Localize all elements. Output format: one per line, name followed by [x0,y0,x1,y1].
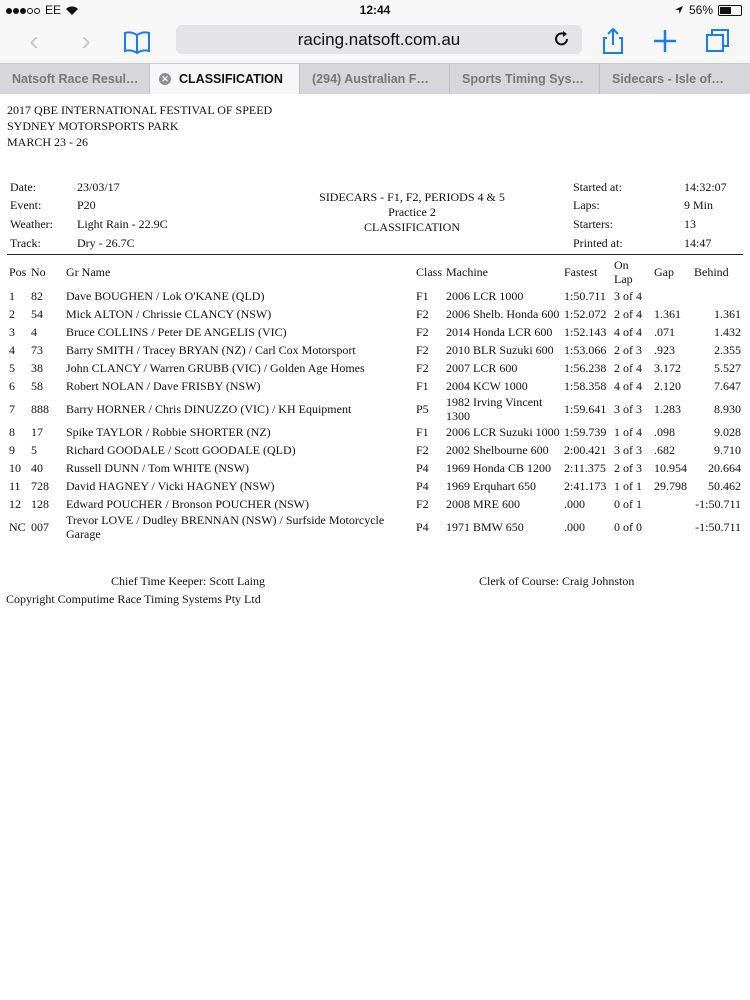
row-name: Richard GOODALE / Scott GOODALE (QLD) [66,443,296,457]
row-on-lap: 0 of 0 [614,520,642,534]
date-value: 23/03/17 [77,180,120,194]
row-on-lap: 1 of 1 [614,479,642,493]
row-fastest: 1:58.358 [564,379,607,393]
row-name: Trevor LOVE / Dudley BRENNAN (NSW) / Surfside Motorcycle Garage [66,513,385,541]
row-name: Barry HORNER / Chris DINUZZO (VIC) / KH Equipment [66,402,352,416]
row-no: 40 [31,461,43,475]
row-machine: 1971 BMW 650 [446,520,524,534]
event-dates: MARCH 23 - 26 [7,135,89,149]
table-row [7,305,743,323]
row-no: 73 [31,343,43,357]
row-no: 17 [31,425,43,439]
row-gap: 29.798 [654,479,687,493]
starters-label: Starters: [573,217,613,231]
row-no: 82 [31,289,43,303]
row-name: John CLANCY / Warren GRUBB (VIC) / Golden Age Homes [66,361,365,375]
row-pos: 11 [9,479,21,493]
row-fastest: 1:52.072 [564,307,607,321]
session-title [277,190,547,235]
row-pos: 2 [9,307,15,321]
row-class: F2 [416,343,429,357]
row-on-lap: 1 of 4 [614,425,642,439]
row-class: F1 [416,289,429,303]
table-row [7,459,743,477]
battery-icon [718,5,742,16]
row-on-lap: 0 of 1 [614,497,642,511]
printed-label: Printed at: [573,236,623,250]
row-pos: 5 [9,361,15,375]
row-gap: .923 [654,343,675,357]
row-pos: 6 [9,379,15,393]
url-text: racing.natsoft.com.au [297,30,461,49]
row-gap: .071 [654,325,675,339]
row-fastest: .000 [564,520,585,534]
row-on-lap: 2 of 3 [614,343,642,357]
clerk-of-course: Clerk of Course: Craig Johnston [479,574,635,588]
close-tab-icon[interactable]: ✕ [159,73,171,85]
row-on-lap: 4 of 4 [614,325,642,339]
col-machine: Machine [446,265,488,279]
back-button[interactable]: ‹ [29,25,39,56]
col-class: Class [416,265,443,279]
row-behind: 5.527 [714,361,741,375]
row-on-lap: 3 of 3 [614,443,642,457]
row-behind: 7.647 [714,379,741,393]
row-machine: 2006 LCR Suzuki 1000 [446,425,560,439]
date-label: Date: [10,180,36,194]
results-table [7,257,743,541]
tab-classification[interactable]: ✕ CLASSIFICATION [150,64,300,94]
session-name: Practice 2 [388,205,436,219]
row-no: 58 [31,379,43,393]
row-gap: .682 [654,443,675,457]
battery-percent: 56% [688,3,713,17]
track-value: Dry - 26.7C [77,236,135,250]
table-row [7,341,743,359]
row-pos: 10 [9,461,21,475]
row-gap: 2.120 [654,379,681,393]
status-time: 12:44 [359,3,391,17]
row-machine: 2006 Shelb. Honda 600 [446,307,560,321]
row-gap: .098 [654,425,675,439]
row-no: 888 [31,402,49,416]
row-machine: 1969 Erquhart 650 [446,479,536,493]
row-gap [652,495,692,513]
table-row [7,323,743,341]
row-pos: 8 [9,425,15,439]
event-value: P20 [77,198,96,212]
row-class: F1 [416,379,429,393]
col-on-lap: On Lap [614,258,633,286]
row-fastest: 1:53.066 [564,343,607,357]
weather-label: Weather: [10,217,54,231]
table-row [7,377,743,395]
divider [7,254,743,255]
row-behind: 2.355 [714,343,741,357]
row-gap: 3.172 [654,361,681,375]
row-pos: NC [9,520,26,534]
row-on-lap: 3 of 3 [614,402,642,416]
carrier-label: EE [45,3,62,17]
row-class: P4 [416,520,429,534]
row-behind: -1:50.711 [695,520,741,534]
row-on-lap: 3 of 4 [614,289,642,303]
row-fastest: 2:00.421 [564,443,607,457]
row-name: Edward POUCHER / Bronson POUCHER (NSW) [66,497,309,511]
started-value: 14:32:07 [684,180,727,194]
starters-value: 13 [684,217,696,231]
row-on-lap: 2 of 4 [614,307,642,321]
track-label: Track: [10,236,41,250]
row-machine: 2006 LCR 1000 [446,289,524,303]
row-gap: 1.283 [654,402,681,416]
row-class: P4 [416,461,429,475]
tabs-overview-icon[interactable] [703,26,733,56]
row-machine: 1982 Irving Vincent 1300 [446,395,543,423]
table-row [7,495,743,513]
row-pos: 4 [9,343,15,357]
row-fastest: 2:11.375 [564,461,606,475]
reload-icon[interactable] [552,29,572,49]
table-row [7,441,743,459]
copyright: Copyright Computime Race Timing Systems Pty Ltd [6,592,261,606]
table-row [7,395,743,423]
row-behind: 1.432 [714,325,741,339]
report-type: CLASSIFICATION [363,220,460,234]
new-tab-icon[interactable] [650,26,680,56]
row-class: F2 [416,325,429,339]
row-no: 5 [31,443,37,457]
location-arrow-icon [674,5,684,15]
row-no: 4 [31,325,37,339]
row-behind: 9.028 [714,425,741,439]
table-row [7,287,743,305]
row-name: Spike TAYLOR / Robbie SHORTER (NZ) [66,425,271,439]
row-no: 54 [31,307,43,321]
chief-time-keeper: Chief Time Keeper: Scott Laing [111,574,265,588]
row-name: Barry SMITH / Tracey BRYAN (NZ) / Carl Cox Motorsport [66,343,356,357]
status-bar [0,0,750,20]
row-name: Russell DUNN / Tom WHITE (NSW) [66,461,250,475]
row-fastest: 1:59.641 [564,402,607,416]
row-class: F1 [416,425,429,439]
tab-sports-timing[interactable]: Sports Timing Sys… [450,64,600,94]
row-class: F2 [416,361,429,375]
row-no: 38 [31,361,43,375]
row-name: Dave BOUGHEN / Lok O'KANE (QLD) [66,289,265,303]
col-name: Gr Name [66,265,111,279]
row-behind: 20.664 [708,461,741,475]
row-behind [692,287,743,305]
row-fastest: 1:52.143 [564,325,607,339]
row-no: 128 [31,497,49,511]
tab-natsoft-results[interactable]: Natsoft Race Resul… [0,64,150,94]
session-info [7,180,743,252]
row-class: P4 [416,479,429,493]
row-pos: 7 [9,402,15,416]
col-no: No [31,265,46,279]
row-class: F2 [416,443,429,457]
row-machine: 2008 MRE 600 [446,497,521,511]
page-content [0,94,750,1000]
row-pos: 3 [9,325,15,339]
table-row [7,359,743,377]
tab-bar [0,63,750,95]
row-fastest: 1:59.739 [564,425,607,439]
row-machine: 2004 KCW 1000 [446,379,528,393]
row-name: Bruce COLLINS / Peter DE ANGELIS (VIC) [66,325,287,339]
row-name: Robert NOLAN / Dave FRISBY (NSW) [66,379,261,393]
row-on-lap: 2 of 4 [614,361,642,375]
row-fastest: .000 [564,497,585,511]
row-behind: 50.462 [708,479,741,493]
table-header [7,257,743,287]
row-behind: 9.710 [714,443,741,457]
row-machine: 2002 Shelbourne 600 [446,443,549,457]
class-title: SIDECARS - F1, F2, PERIODS 4 & 5 [319,190,505,204]
venue-name: SYDNEY MOTORSPORTS PARK [7,119,179,133]
row-name: David HAGNEY / Vicki HAGNEY (NSW) [66,479,275,493]
row-machine: 2014 Honda LCR 600 [446,325,553,339]
row-behind: 1.361 [714,307,741,321]
row-machine: 1969 Honda CB 1200 [446,461,551,475]
row-gap: 1.361 [654,307,681,321]
row-class: P5 [416,402,429,416]
row-class: F2 [416,497,429,511]
row-machine: 2010 BLR Suzuki 600 [446,343,554,357]
laps-label: Laps: [573,198,600,212]
row-pos: 9 [9,443,15,457]
row-gap: 10.954 [654,461,687,475]
printed-value: 14:47 [684,236,712,250]
started-label: Started at: [573,180,622,194]
row-no: 728 [31,479,49,493]
browser-toolbar [0,20,750,64]
row-gap [652,513,692,541]
row-on-lap: 4 of 4 [614,379,642,393]
row-pos: 1 [9,289,15,303]
row-machine: 2007 LCR 600 [446,361,518,375]
row-class: F2 [416,307,429,321]
row-on-lap: 2 of 3 [614,461,642,475]
row-name: Mick ALTON / Chrissie CLANCY (NSW) [66,307,272,321]
col-gap: Gap [654,265,674,279]
table-row [7,423,743,441]
tab-australian-f[interactable]: (294) Australian F… [300,64,450,94]
col-fastest: Fastest [564,265,598,279]
row-pos: 12 [9,497,21,511]
row-behind: -1:50.711 [695,497,741,511]
row-gap [652,287,692,305]
laps-value: 9 Min [684,198,714,212]
bookmarks-icon[interactable] [122,27,152,57]
col-pos: Pos [9,265,27,279]
event-name: 2017 QBE INTERNATIONAL FESTIVAL OF SPEED [7,103,273,117]
table-row [7,513,743,541]
address-bar[interactable] [176,25,582,54]
row-fastest: 1:50.711 [564,289,606,303]
col-behind: Behind [694,265,729,279]
weather-value: Light Rain - 22.9C [77,217,168,231]
tab-sidecars-isle-of[interactable]: Sidecars - Isle of… [612,72,724,86]
row-behind: 8.930 [714,402,741,416]
share-icon[interactable] [598,26,628,56]
classification-document [6,102,743,606]
event-label: Event: [10,198,42,212]
forward-button[interactable]: › [81,25,91,56]
row-fastest: 2:41.173 [564,479,607,493]
table-row [7,477,743,495]
row-fastest: 1:56.238 [564,361,607,375]
row-no: 007 [31,520,49,534]
